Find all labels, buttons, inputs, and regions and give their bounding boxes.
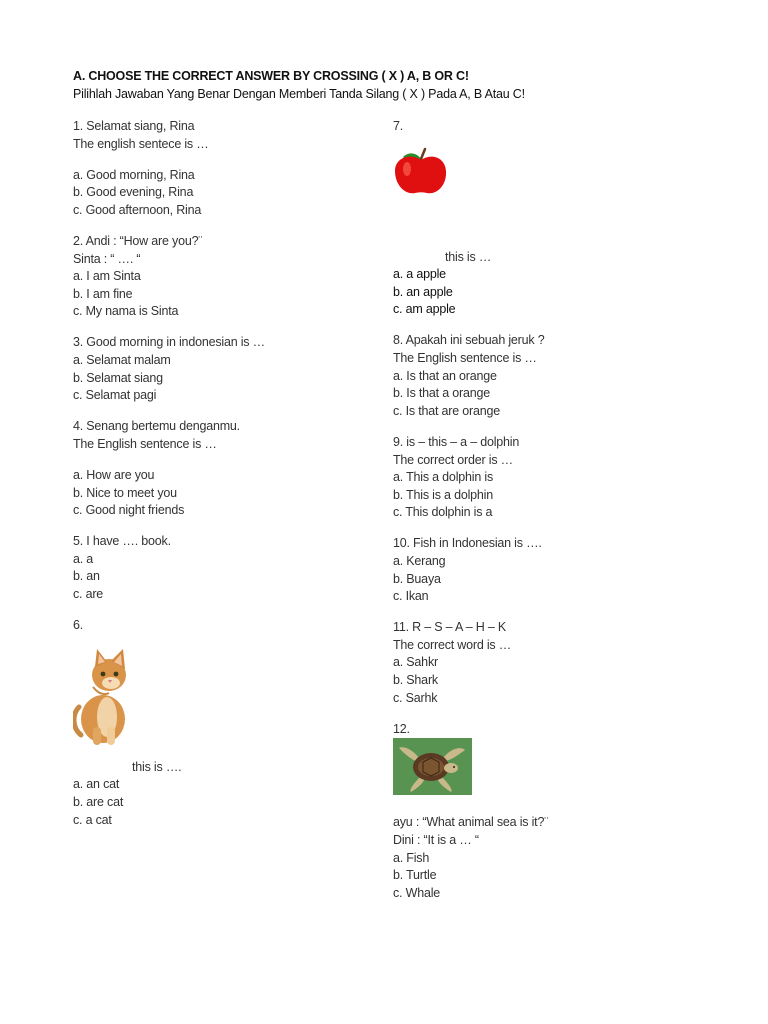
question-7 [393, 118, 693, 319]
question-prompt: 3. Good morning in indonesian is … [73, 335, 265, 350]
question-instruction: this is …. [132, 759, 182, 774]
option-a[interactable]: a. This a dolphin is [393, 470, 493, 485]
question-12 [393, 721, 693, 903]
question-prompt: 1. Selamat siang, Rina [73, 119, 195, 133]
option-b[interactable]: b. Good evening, Rina [73, 185, 194, 200]
question-instruction: The correct order is … [393, 452, 513, 467]
option-b[interactable]: b. are cat [73, 794, 124, 809]
option-a[interactable]: a. an cat [73, 777, 120, 792]
question-5 [73, 533, 373, 603]
question-11 [393, 619, 693, 707]
question-1 [73, 118, 373, 219]
question-3 [73, 334, 373, 404]
question-4 [73, 418, 373, 519]
option-c[interactable]: c. Good afternoon, Rina [73, 202, 202, 217]
question-prompt: 5. I have …. book. [73, 534, 171, 549]
option-a[interactable]: a. a apple [393, 267, 446, 282]
dialog-line-2: Dini : “It is a … “ [393, 832, 479, 847]
option-c[interactable]: c. Ikan [393, 589, 429, 604]
dialog-line-1: ayu : “What animal sea is it?¨ [393, 815, 549, 830]
option-c[interactable]: c. Sarhk [393, 690, 438, 705]
option-a[interactable]: a. Good morning, Rina [73, 167, 195, 182]
option-a[interactable]: a. Sahkr [393, 655, 438, 670]
question-10 [393, 535, 693, 605]
cat-icon [73, 647, 135, 747]
question-prompt: 2. Andi : “How are you?¨ [73, 233, 203, 248]
question-9 [393, 434, 693, 522]
section-title: A. CHOOSE THE CORRECT ANSWER BY CROSSING ( X ) A, B OR C! [73, 69, 469, 83]
question-prompt: 4. Senang bertemu denganmu. [73, 419, 240, 434]
left-column [73, 118, 373, 829]
question-instruction: this is … [445, 249, 492, 264]
option-b[interactable]: b. Shark [393, 673, 438, 688]
option-b[interactable]: b. Turtle [393, 868, 437, 883]
question-prompt: 11. R – S – A – H – K [393, 620, 506, 635]
option-b[interactable]: b. Buaya [393, 571, 441, 586]
question-image [393, 738, 693, 814]
question-2 [73, 233, 373, 321]
option-a[interactable]: a. a [73, 551, 94, 566]
question-number: 6. [73, 618, 84, 633]
option-c[interactable]: c. Whale [393, 885, 441, 900]
option-c[interactable]: c. This dolphin is a [393, 505, 493, 520]
option-a[interactable]: a. Kerang [393, 554, 446, 568]
option-a[interactable]: a. I am Sinta [73, 269, 141, 284]
option-b[interactable]: b. Is that a orange [393, 386, 490, 401]
right-column [393, 118, 693, 902]
option-b[interactable]: b. This is a dolphin [393, 487, 493, 502]
option-c[interactable]: c. Good night friends [73, 503, 185, 518]
question-instruction: The English sentence is … [73, 436, 217, 451]
option-b[interactable]: b. an apple [393, 284, 453, 299]
question-6 [73, 617, 373, 829]
question-prompt: 10. Fish in Indonesian is …. [393, 536, 542, 551]
section-subtitle: Pilihlah Jawaban Yang Benar Dengan Memberi Tanda Silang ( X ) Pada A, B Atau C! [73, 87, 525, 101]
option-b[interactable]: b. Selamat siang [73, 370, 163, 385]
question-8 [393, 332, 693, 420]
option-c[interactable]: c. My nama is Sinta [73, 304, 179, 319]
question-image [393, 136, 693, 249]
option-a[interactable]: a. Is that an orange [393, 368, 497, 383]
apple-icon [393, 147, 449, 197]
option-c[interactable]: c. a cat [73, 812, 112, 827]
question-number: 12. [393, 721, 410, 736]
question-instruction: Sinta : “ …. “ [73, 251, 141, 266]
question-prompt: 8. Apakah ini sebuah jeruk ? [393, 333, 545, 348]
option-b[interactable]: b. an [73, 569, 100, 584]
question-image [73, 635, 373, 759]
option-a[interactable]: a. Fish [393, 850, 430, 865]
option-c[interactable]: c. Selamat pagi [73, 388, 157, 403]
option-b[interactable]: b. Nice to meet you [73, 485, 177, 500]
question-instruction: The English sentence is … [393, 351, 537, 366]
option-a[interactable]: a. Selamat malam [73, 353, 171, 368]
option-c[interactable]: c. Is that are orange [393, 403, 500, 418]
turtle-icon [393, 738, 472, 795]
option-c[interactable]: c. am apple [393, 302, 456, 317]
question-number: 7. [393, 119, 404, 133]
question-instruction: The correct word is … [393, 637, 512, 652]
option-b[interactable]: b. I am fine [73, 286, 133, 301]
question-prompt: 9. is – this – a – dolphin [393, 434, 520, 449]
question-instruction: The english sentece is … [73, 136, 209, 151]
option-a[interactable]: a. How are you [73, 468, 155, 482]
option-c[interactable]: c. are [73, 587, 104, 602]
